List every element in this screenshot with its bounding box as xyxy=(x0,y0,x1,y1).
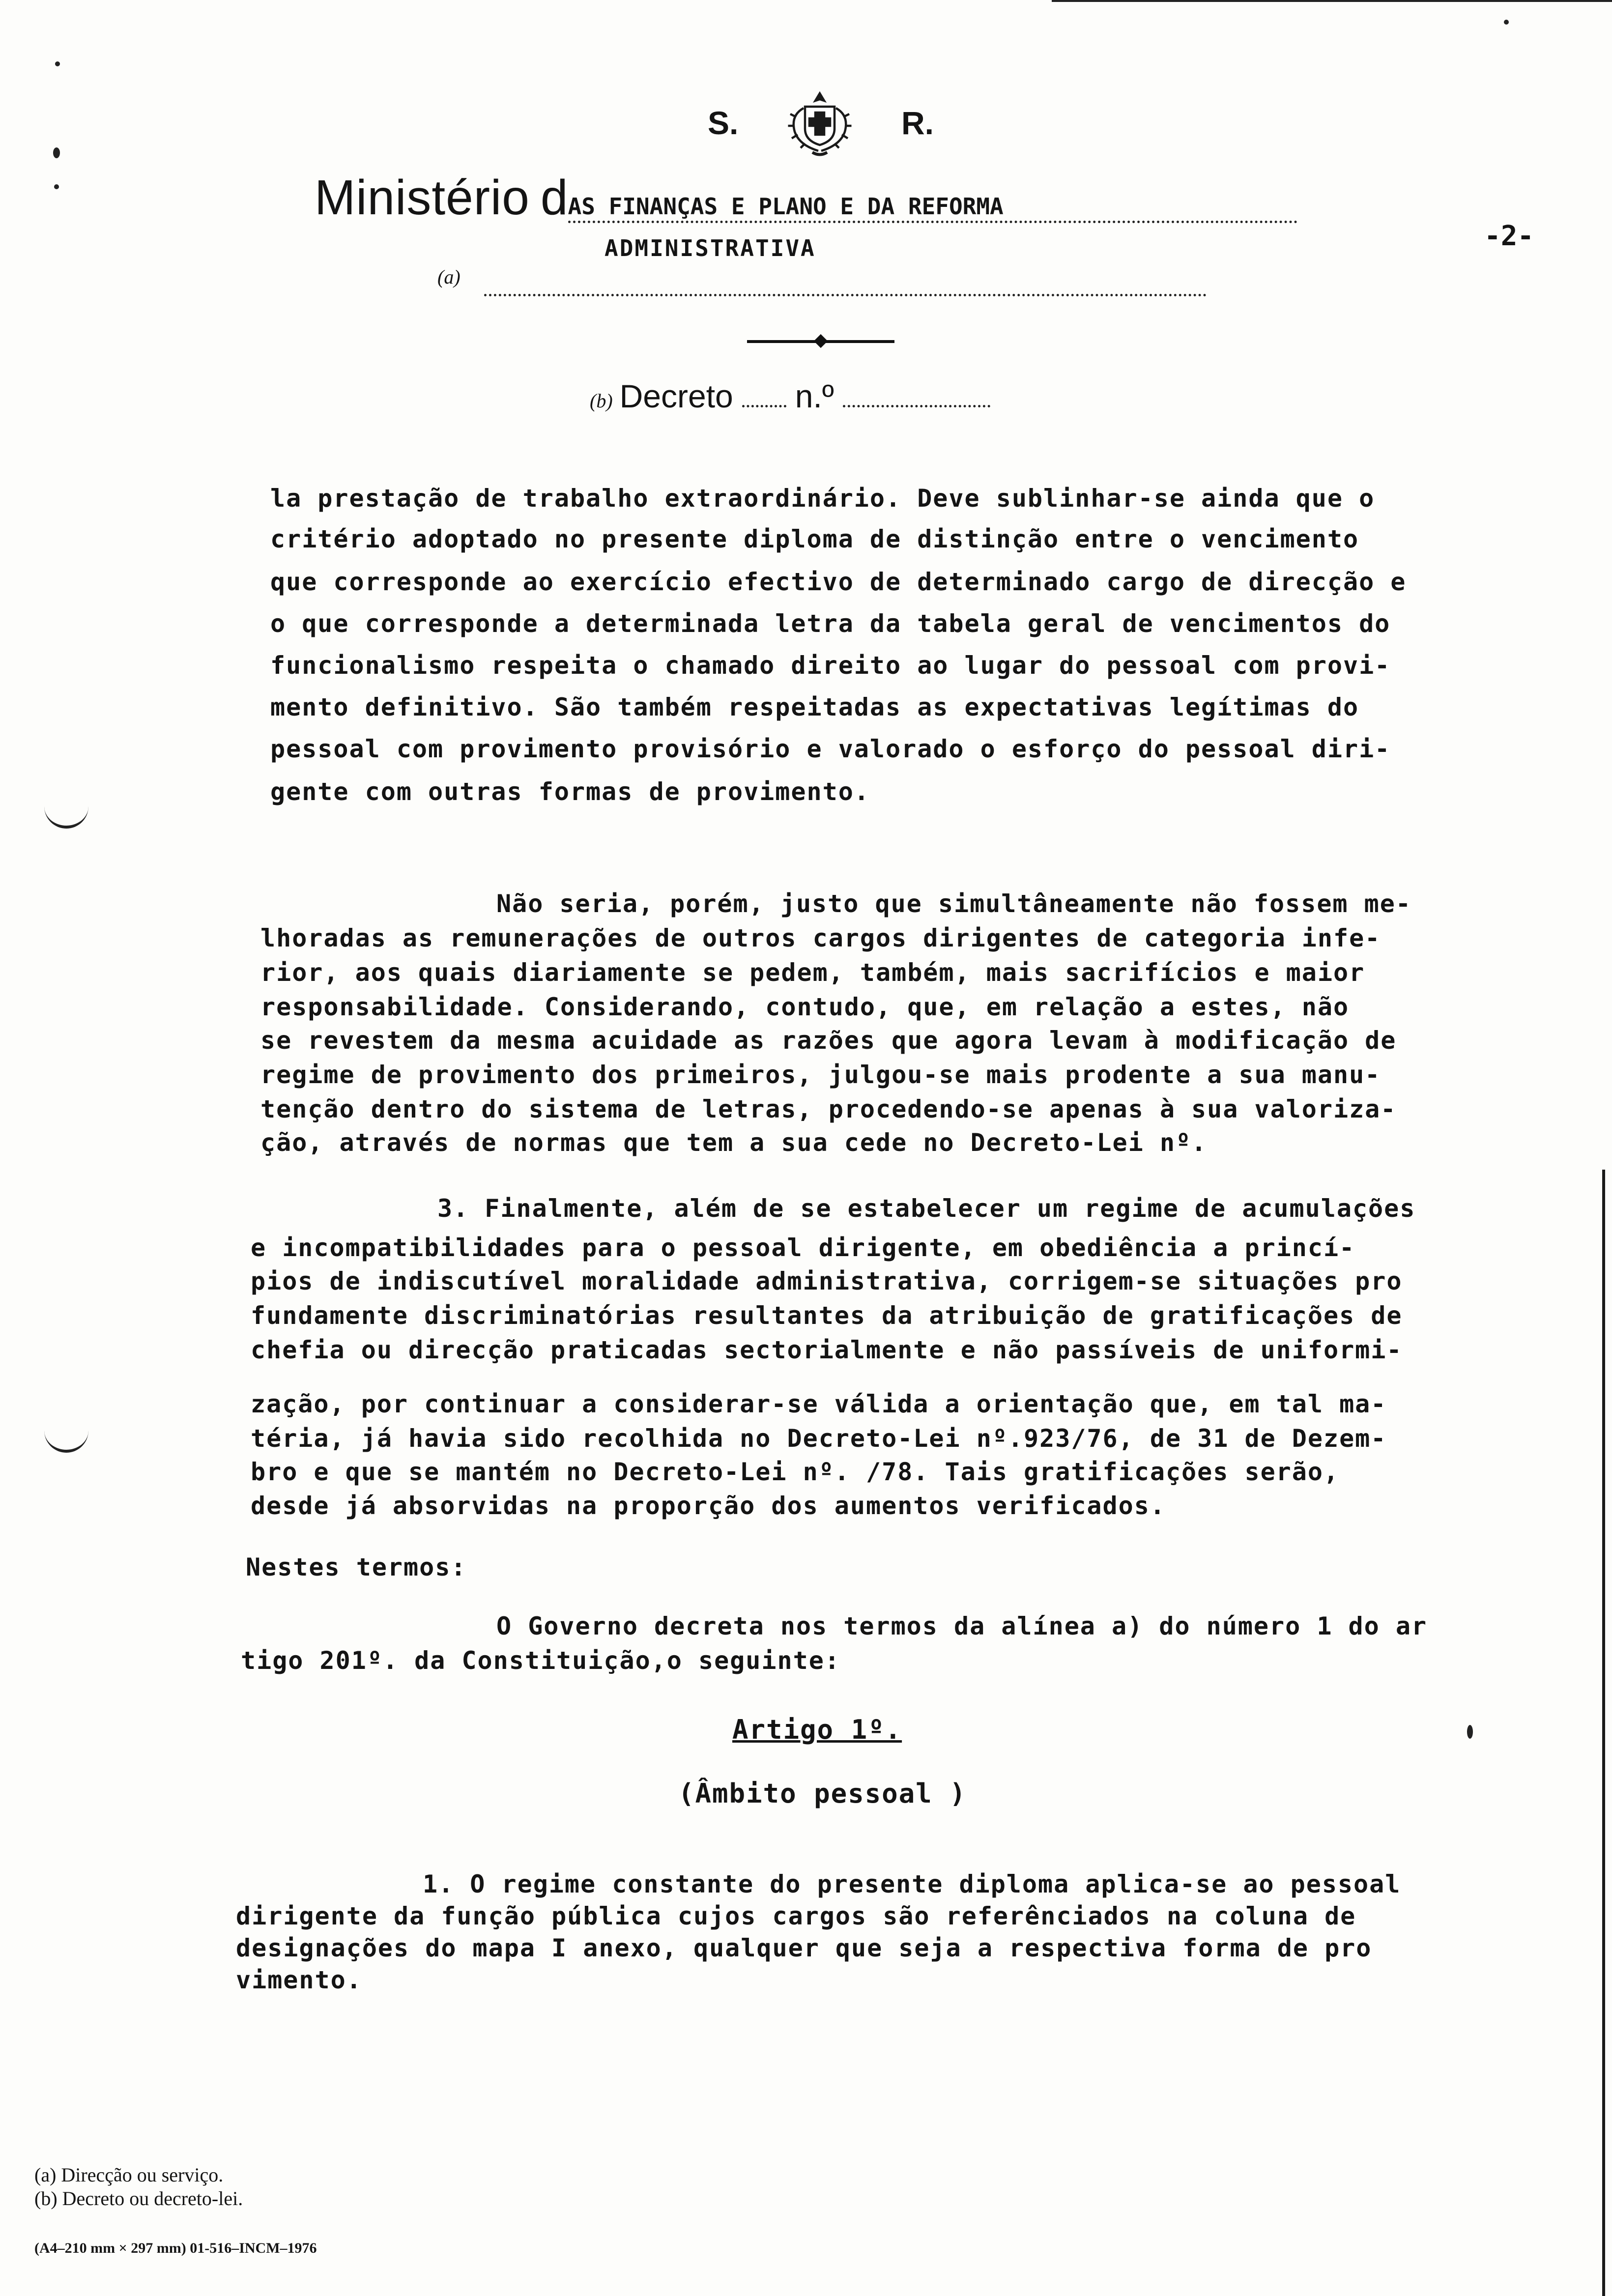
margin-mark xyxy=(44,806,88,829)
text-line: vimento. xyxy=(236,1966,362,1994)
text-line: regime de provimento dos primeiros, julgou-se mais prodente a sua manu- xyxy=(260,1061,1381,1089)
text-line: critério adoptado no presente diploma de distinção entre o vencimento xyxy=(270,525,1359,553)
footnote-b: (b) Decreto ou decreto-lei. xyxy=(34,2187,243,2210)
speck xyxy=(1504,20,1509,25)
text-line: téria, já havia sido recolhida no Decreto-Lei nº.923/76, de 31 de Dezem- xyxy=(251,1424,1387,1453)
divider-diamond-icon xyxy=(814,334,828,348)
top-edge-line xyxy=(1052,0,1612,2)
ministry-prefix: d xyxy=(540,170,568,225)
text-line: se revestem da mesma acuidade as razões que agora levam à modificação de xyxy=(260,1026,1397,1055)
footnote-a: (a) Direcção ou serviço. xyxy=(34,2164,224,2186)
decreto-number-blank xyxy=(843,405,990,407)
text-line: 3. Finalmente, além de se estabelecer um regime de acumulações xyxy=(437,1194,1416,1223)
speck xyxy=(1467,1725,1473,1739)
text-line: designações do mapa I anexo, qualquer que seja a respectiva forma de pro xyxy=(236,1934,1372,1962)
text-line: lhoradas as remunerações de outros cargos dirigentes de categoria infe- xyxy=(260,924,1381,952)
r-letter: R. xyxy=(901,105,934,141)
text-line: 1. O regime constante do presente diploma aplica-se ao pessoal xyxy=(423,1870,1401,1898)
text-line: que corresponde ao exercício efectivo de determinado cargo de direcção e xyxy=(270,568,1407,596)
speck xyxy=(53,147,60,158)
text-line: responsabilidade. Considerando, contudo, que, em relação a estes, não xyxy=(260,993,1350,1021)
service-blank-line xyxy=(484,294,1207,296)
text-line: dirigente da função pública cujos cargos são referênciados na coluna de xyxy=(236,1902,1356,1930)
text-line: pessoal com provimento provisório e valorado o esforço do pessoal diri- xyxy=(270,735,1391,763)
ministry-name-continued: ADMINISTRATIVA xyxy=(604,235,816,261)
right-margin-rule xyxy=(1602,1170,1605,2296)
nestes-termos: Nestes termos: xyxy=(246,1553,467,1581)
text-line: o que corresponde a determinada letra da tabela geral de vencimentos do xyxy=(270,609,1391,638)
article-subtitle: (Âmbito pessoal ) xyxy=(678,1778,967,1809)
s-letter: S. xyxy=(708,105,739,141)
text-line: chefia ou direcção praticadas sectorialmente e não passíveis de uniformi- xyxy=(251,1336,1403,1364)
text-line: rior, aos quais diariamente se pedem, também, mais sacrifícios e maior xyxy=(260,958,1365,987)
ministry-word: Ministério xyxy=(315,170,530,225)
text-line: gente com outras formas de provimento. xyxy=(270,777,870,806)
sr-header xyxy=(708,84,934,162)
text-line: pios de indiscutível moralidade administrativa, corrigem-se situações pro xyxy=(251,1267,1403,1295)
decreto-word: Decreto xyxy=(619,378,733,414)
text-line: funcionalismo respeita o chamado direito ao lugar do pessoal com provi- xyxy=(270,651,1391,680)
article-title: Artigo 1º. xyxy=(732,1714,902,1745)
margin-mark xyxy=(44,1430,88,1453)
text-line: zação, por continuar a considerar-se válida a orientação que, em tal ma- xyxy=(251,1390,1387,1418)
text-line: ção, através de normas que tem a sua cede no Decreto-Lei nº. xyxy=(260,1128,1208,1157)
page-number: -2- xyxy=(1484,220,1534,252)
note-b-marker: (b) xyxy=(590,390,613,412)
text-line: O Governo decreta nos termos da alínea a) do número 1 do ar xyxy=(496,1612,1428,1640)
text-line: desde já absorvidas na proporção dos aumentos verificados. xyxy=(251,1492,1166,1520)
text-line: fundamente discriminatórias resultantes da atribuição de gratificações de xyxy=(251,1301,1403,1330)
text-line: tenção dentro do sistema de letras, procedendo-se apenas à sua valoriza- xyxy=(260,1095,1397,1123)
coat-of-arms-icon xyxy=(783,86,857,160)
note-a-marker: (a) xyxy=(437,266,461,288)
text-line: mento definitivo. São também respeitadas as expectativas legítimas do xyxy=(270,693,1359,721)
number-label: n.º xyxy=(795,378,834,414)
print-code: (A4–210 mm × 297 mm) 01-516–INCM–1976 xyxy=(34,2240,317,2256)
text-line: Não seria, porém, justo que simultâneamente não fossem me- xyxy=(496,890,1411,918)
ministry-title xyxy=(315,170,1297,226)
text-line: bro e que se mantém no Decreto-Lei nº. /78. Tais gratificações serão, xyxy=(251,1458,1340,1486)
text-line: la prestação de trabalho extraordinário. Deve sublinhar-se ainda que o xyxy=(270,484,1375,513)
decreto-line xyxy=(590,377,990,415)
speck xyxy=(55,61,60,66)
text-line: tigo 201º. da Constituição,o seguinte: xyxy=(241,1646,840,1675)
speck xyxy=(54,184,59,189)
text-line: e incompatibilidades para o pessoal dirigente, em obediência a princí- xyxy=(251,1234,1355,1262)
ministry-name: AS FINANÇAS E PLANO E DA REFORMA xyxy=(568,193,1297,223)
decreto-type-blank xyxy=(742,405,786,407)
